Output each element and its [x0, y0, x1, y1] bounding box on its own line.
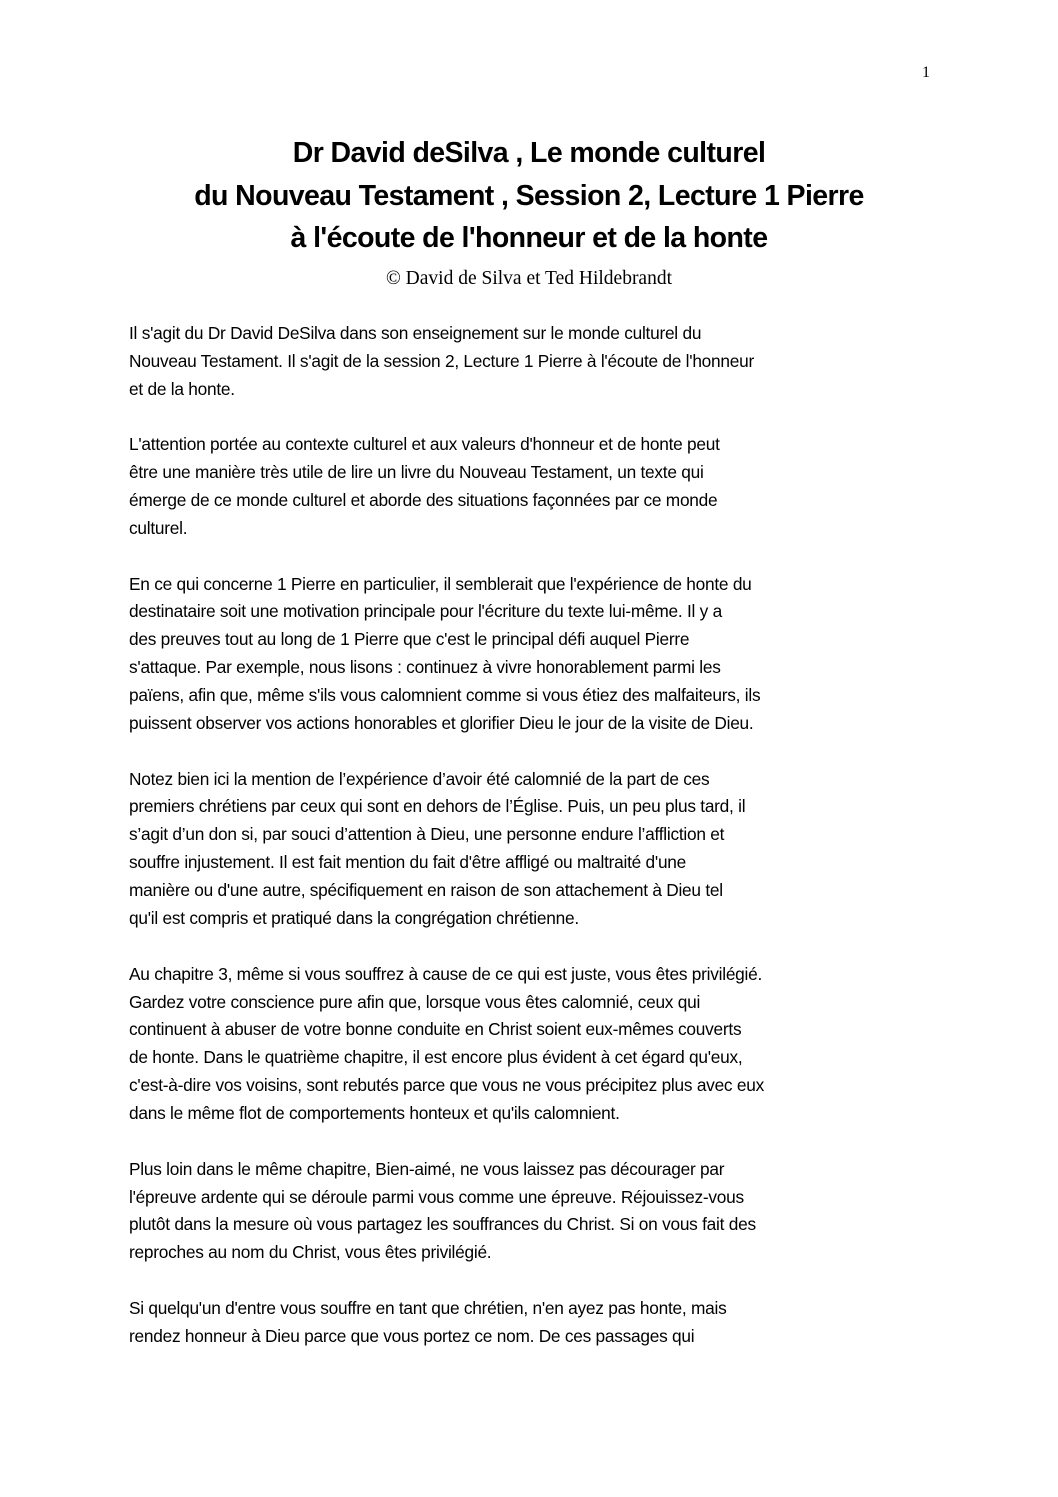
title-line: Dr David deSilva , Le monde culturel	[292, 137, 766, 169]
text-line: s'attaque. Par exemple, nous lisons : continuez à vivre honorablement parmi les	[129, 657, 721, 678]
title-line: à l'écoute de l'honneur et de la honte	[290, 222, 768, 254]
text-line: c'est-à-dire vos voisins, sont rebutés parce que vous ne vous précipitez plus avec eux	[129, 1075, 764, 1096]
text-line: Au chapitre 3, même si vous souffrez à cause de ce qui est juste, vous êtes privilégié.	[129, 963, 763, 984]
document-body	[129, 320, 949, 1378]
document-title	[0, 132, 1058, 260]
paragraph	[129, 1156, 949, 1268]
title-line: du Nouveau Testament , Session 2, Lecture 1 Pierre	[194, 179, 864, 212]
paragraph	[129, 571, 949, 738]
text-line: émerge de ce monde culturel et aborde des situations façonnées par ce monde	[129, 490, 718, 511]
paragraph	[129, 320, 949, 404]
text-line: L'attention portée au contexte culturel et aux valeurs d'honneur et de honte peut	[129, 434, 720, 455]
text-line: de honte. Dans le quatrième chapitre, il est encore plus évident à cet égard qu'eux,	[129, 1047, 743, 1068]
text-line: puissent observer vos actions honorables et glorifier Dieu le jour de la visite de Dieu.	[129, 713, 754, 734]
text-line: Plus loin dans le même chapitre, Bien-aimé, ne vous laissez pas décourager par	[129, 1158, 725, 1179]
text-line: l'épreuve ardente qui se déroule parmi vous comme une épreuve. Réjouissez-vous	[129, 1186, 744, 1207]
text-line: qu'il est compris et pratiqué dans la congrégation chrétienne.	[129, 908, 579, 929]
text-line: Nouveau Testament. Il s'agit de la session 2, Lecture 1 Pierre à l'écoute de l'honneur	[129, 350, 754, 371]
text-line: rendez honneur à Dieu parce que vous portez ce nom. De ces passages qui	[129, 1325, 695, 1346]
text-line: souffre injustement. Il est fait mention du fait d'être affligé ou maltraité d'une	[129, 852, 687, 873]
copyright-notice: © David de Silva et Ted Hildebrandt	[385, 268, 673, 289]
text-line: Si quelqu'un d'entre vous souffre en tant que chrétien, n'en ayez pas honte, mais	[129, 1297, 727, 1318]
text-line: être une manière très utile de lire un livre du Nouveau Testament, un texte qui	[129, 462, 704, 483]
text-line: continuent à abuser de votre bonne conduite en Christ soient eux-mêmes couverts	[129, 1019, 742, 1040]
text-line: et de la honte.	[129, 378, 235, 399]
text-line: s’agit d’un don si, par souci d’attention à Dieu, une personne endure l’affliction et	[129, 824, 725, 845]
paragraph	[129, 766, 949, 933]
text-line: Gardez votre conscience pure afin que, lorsque vous êtes calomnié, ceux qui	[129, 991, 701, 1012]
text-line: dans le même flot de comportements honteux et qu'ils calomnient.	[129, 1103, 620, 1124]
text-line: des preuves tout au long de 1 Pierre que c'est le principal défi auquel Pierre	[129, 629, 690, 650]
text-line: plutôt dans la mesure où vous partagez les souffrances du Christ. Si on vous fait des	[129, 1214, 756, 1235]
text-line: premiers chrétiens par ceux qui sont en dehors de l’Église. Puis, un peu plus tard, il	[129, 796, 746, 817]
text-line: manière ou d'une autre, spécifiquement en raison de son attachement à Dieu tel	[129, 880, 723, 901]
text-line: Il s'agit du Dr David DeSilva dans son enseignement sur le monde culturel du	[129, 323, 702, 343]
text-line: païens, afin que, même s'ils vous calomnient comme si vous étiez des malfaiteurs, ils	[129, 685, 761, 706]
paragraph	[129, 961, 949, 1128]
paragraph	[129, 1295, 949, 1351]
text-line: reproches au nom du Christ, vous êtes privilégié.	[129, 1242, 492, 1263]
text-line: Notez bien ici la mention de l’expérience d’avoir été calomnié de la part de ces	[129, 768, 710, 789]
page-number: 1	[922, 64, 930, 81]
text-line: En ce qui concerne 1 Pierre en particulier, il semblerait que l'expérience de honte du	[129, 573, 752, 594]
text-line: culturel.	[129, 518, 188, 539]
paragraph	[129, 431, 949, 543]
text-line: destinataire soit une motivation principale pour l'écriture du texte lui-même. Il y a	[129, 601, 722, 622]
